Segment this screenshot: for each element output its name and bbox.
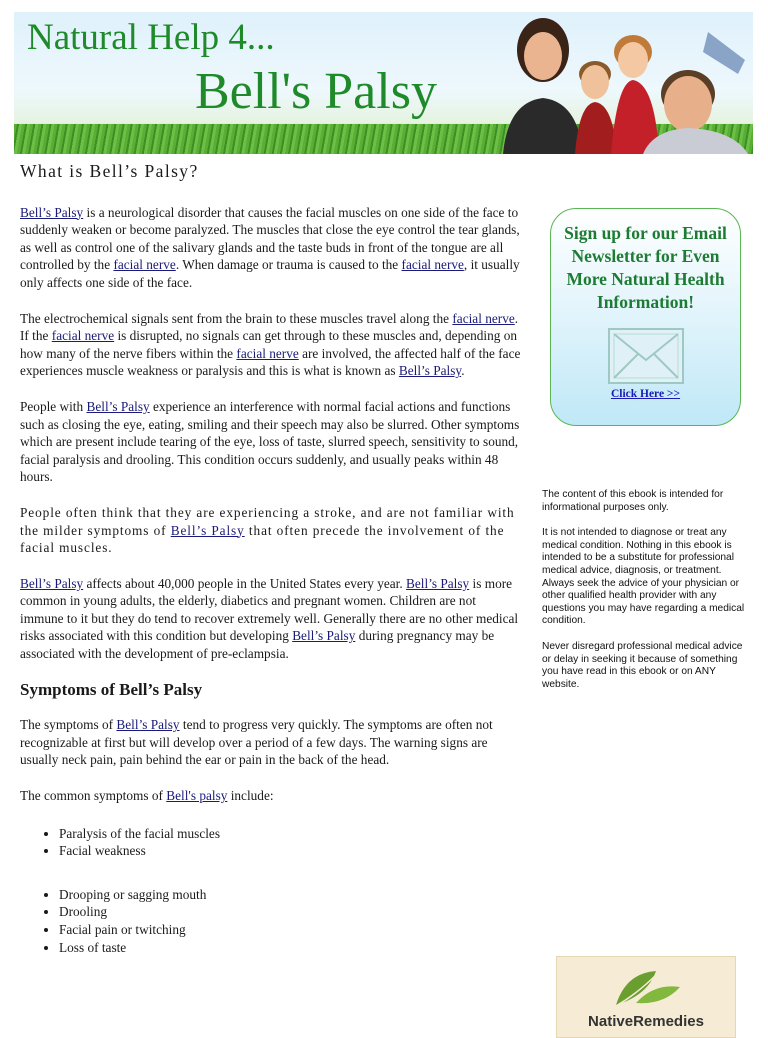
symptom-list xyxy=(20,886,522,956)
bells-palsy-link[interactable]: Bell’s Palsy xyxy=(170,522,245,538)
paragraph-text: tend to progress very quickly. The symptoms are often not recognizable at first but will develop over a period of a few days. The warning signs are usually neck pain, pain behind the ear or pain in the back of the head. xyxy=(20,717,493,768)
bells-palsy-link[interactable]: Bell’s Palsy xyxy=(116,717,180,733)
banner-title: Bell's Palsy xyxy=(195,63,437,120)
paragraph-text: are involved, the affected half of the face experiences muscle weakness or paralysis and this is what is known as xyxy=(20,345,521,379)
paragraph-text: is disrupted, no signals can get through to these muscles and, depending on how many of the nerve fibers within the xyxy=(20,328,518,361)
paragraph-text: The common symptoms of xyxy=(20,788,163,804)
paragraph-text: affects about 40,000 people in the United States every year. xyxy=(86,575,403,591)
bells-palsy-link[interactable]: Bell’s Palsy xyxy=(292,628,356,644)
disclaimer xyxy=(542,489,748,704)
facial-nerve-link[interactable]: facial nerve xyxy=(113,257,176,273)
paragraph-text: is more common in young adults, the elderly, diabetics and pregnant women. Children are not immune to it but they do tend to recover extremely well. Generally there are no other medical risks associated with this condition but developing xyxy=(20,575,519,644)
disclaimer-text: The content of this ebook is intended for informational purposes only. xyxy=(542,489,724,513)
paragraph-text: that often precede the involvement of the facial muscles. xyxy=(20,522,505,556)
paragraph-text: is a neurological disorder that causes the facial muscles on one side of the face to suddenly weaken or become paralyzed. The muscles that close the eye control the tear glands, as well as control one of the salivary glands and the taste buds in front of the tongue are all controlled by the xyxy=(20,204,520,273)
newsletter-signup-link[interactable]: Click Here >> xyxy=(610,388,681,400)
paragraph-intro xyxy=(20,204,522,292)
paragraph-text: People with xyxy=(20,398,84,414)
paragraph-progression xyxy=(20,716,522,769)
list-item: • Facial pain or twitching xyxy=(59,921,522,939)
paragraph-text: experience an interference with normal facial actions and functions such as closing the eye, eating, smiling and their speech may also be slurred. Other symptoms which are present include tearing of the eye, loss of taste, slurred speech, sensitivity to sound, facial paralysis and drooling. This condition occurs suddenly, and usually peaks within 48 hours. xyxy=(20,398,520,485)
paragraph-text: . xyxy=(461,363,465,379)
paragraph-text: include: xyxy=(230,788,274,804)
envelope-icon[interactable] xyxy=(608,328,684,384)
bells-palsy-link[interactable]: Bell’s Palsy xyxy=(398,363,462,379)
paragraph-statistics xyxy=(20,575,522,663)
list-item: • Facial weakness xyxy=(59,842,522,860)
page-title: What is Bell’s Palsy? xyxy=(20,161,199,181)
facial-nerve-link[interactable]: facial nerve xyxy=(401,257,464,273)
bells-palsy-link[interactable]: Bell’s Palsy xyxy=(86,398,150,414)
list-item: • Drooping or sagging mouth xyxy=(59,886,522,904)
family-photo xyxy=(483,12,753,154)
native-remedies-ad[interactable] xyxy=(556,956,736,1038)
paragraph-text: , it usually only affects one side of the face. xyxy=(20,257,520,290)
ad-brand-name: NativeRemedies xyxy=(588,1013,704,1030)
paragraph-text: The symptoms of xyxy=(20,717,114,733)
list-item: • Drooling xyxy=(59,903,522,921)
newsletter-heading: Sign up for our Email Newsletter for Even More Natural Health Information! xyxy=(564,223,727,312)
paragraph-text: . If the xyxy=(20,310,519,344)
paragraph-signals xyxy=(20,310,522,380)
symptoms-heading: Symptoms of Bell’s Palsy xyxy=(20,679,203,699)
bells-palsy-link[interactable]: Bell’s Palsy xyxy=(20,575,84,591)
newsletter-signup-box[interactable] xyxy=(550,208,741,426)
bells-palsy-link[interactable]: Bell's palsy xyxy=(166,788,228,804)
paragraph-text: . When damage or trauma is caused to the xyxy=(175,257,399,273)
facial-nerve-link[interactable]: facial nerve xyxy=(51,328,115,344)
main-content xyxy=(20,160,522,956)
leaf-logo-icon xyxy=(606,965,686,1009)
list-item: • Loss of taste xyxy=(59,939,522,957)
disclaimer-text: Never disregard professional medical advice or delay in seeking it because of something you have read in this ebook or on ANY website. xyxy=(542,640,743,690)
paragraph-stroke xyxy=(20,504,522,557)
facial-nerve-link[interactable]: facial nerve xyxy=(452,310,515,326)
paragraph-text: during pregnancy may be associated with the development of pre-eclampsia. xyxy=(20,628,495,662)
facial-nerve-link[interactable]: facial nerve xyxy=(236,345,299,361)
banner-subtitle: Natural Help 4... xyxy=(27,17,275,58)
list-item: • Paralysis of the facial muscles xyxy=(59,825,522,843)
paragraph-interference xyxy=(20,398,522,486)
bells-palsy-link[interactable]: Bell’s Palsy xyxy=(20,204,84,220)
bells-palsy-link[interactable]: Bell’s Palsy xyxy=(406,575,470,591)
paragraph-text: People often think that they are experiencing a stroke, and are not familiar with the milder symptoms of xyxy=(20,504,515,538)
symptom-list xyxy=(20,825,522,860)
paragraph-text: The electrochemical signals sent from the brain to these muscles travel along the xyxy=(20,310,450,326)
header-banner xyxy=(14,12,753,154)
disclaimer-text: It is not intended to diagnose or treat any medical condition. Nothing in this ebook is intended to be a substitute for professional medical advice, diagnosis, or treatment. Always seek the advice of your physician or other qualified health provider with any questions you may have regarding a medical condition. xyxy=(542,527,745,627)
paragraph-common-symptoms xyxy=(20,787,522,805)
